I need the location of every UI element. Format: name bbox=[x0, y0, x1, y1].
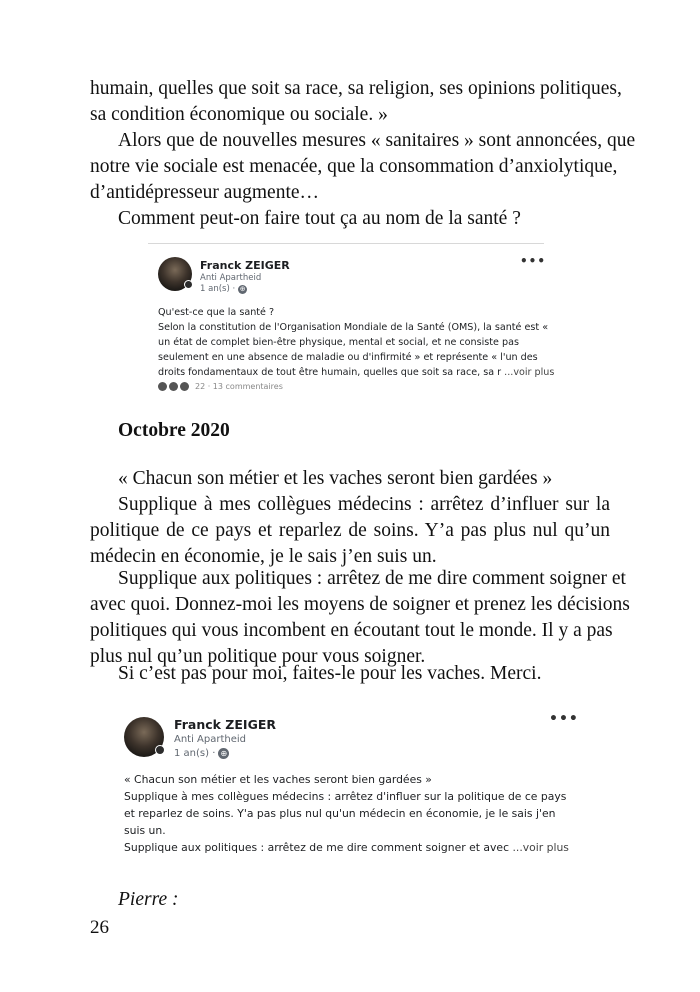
text-line: sa condition économique ou sociale. » bbox=[90, 104, 388, 125]
status-dot bbox=[184, 280, 193, 289]
post-group: Anti Apartheid bbox=[200, 273, 262, 283]
post-line: Supplique à mes collègues médecins : arrêtez d'influer sur la politique de ce pays bbox=[124, 790, 567, 803]
signature-text: Pierre : bbox=[118, 889, 179, 910]
text-line: politique de ce pays et reparlez de soins. Y’a pas plus nul qu’un bbox=[90, 520, 610, 541]
facebook-post-2 bbox=[112, 707, 582, 863]
post-group: Anti Apartheid bbox=[174, 734, 247, 745]
signature bbox=[90, 887, 610, 913]
post-line: un état de complet bien-être physique, mental et social, et ne consiste pas bbox=[158, 337, 519, 348]
avatar bbox=[124, 717, 164, 757]
reaction-icon bbox=[158, 382, 167, 391]
reaction-icon bbox=[180, 382, 189, 391]
post-body bbox=[158, 305, 554, 380]
paragraph-mesures bbox=[90, 128, 636, 206]
post-meta bbox=[174, 748, 229, 759]
reactions-bar bbox=[158, 382, 283, 391]
heading-text: Octobre 2020 bbox=[118, 420, 230, 441]
post-line: « Chacun son métier et les vaches seront bien gardées » bbox=[124, 773, 432, 786]
post-author: Franck ZEIGER bbox=[174, 717, 276, 732]
post-meta bbox=[200, 284, 247, 294]
text-line: Alors que de nouvelles mesures « sanitaires » sont annoncées, que bbox=[118, 130, 636, 151]
post-line: et reparlez de soins. Y'a pas plus nul qu'un médecin en économie, je le sais j'en bbox=[124, 807, 556, 820]
text-line: politiques qui vous incombent en écoutant tout le monde. Il y a pas bbox=[90, 620, 613, 641]
text-line: plus nul qu’un politique pour vous soigner. bbox=[90, 646, 426, 667]
paragraph-quote bbox=[90, 466, 610, 492]
text-line: humain, quelles que soit sa race, sa religion, ses opinions politiques, bbox=[90, 78, 622, 99]
text-line: Comment peut-on faire tout ça au nom de la santé ? bbox=[118, 208, 521, 229]
post-line bbox=[158, 365, 554, 380]
text-line: notre vie sociale est menacée, que la consommation d’anxiolytique, bbox=[90, 156, 618, 177]
text-line: d’antidépresseur augmente… bbox=[90, 182, 320, 203]
text-line: avec quoi. Donnez-moi les moyens de soigner et prenez les décisions bbox=[90, 594, 630, 615]
reaction-icon bbox=[169, 382, 178, 391]
post-line: seulement en une absence de maladie ou d'infirmité » et représente « l'un des bbox=[158, 352, 538, 363]
post-line: Qu'est-ce que la santé ? bbox=[158, 307, 275, 318]
reaction-count: 22 · 13 commentaires bbox=[195, 382, 283, 391]
facebook-post-1 bbox=[148, 243, 555, 393]
page-number: 26 bbox=[90, 917, 109, 938]
post-line: Selon la constitution de l'Organisation Mondiale de la Santé (OMS), la santé est « bbox=[158, 322, 549, 333]
paragraph-medecins bbox=[90, 492, 610, 570]
post-author: Franck ZEIGER bbox=[200, 259, 290, 272]
post-line-text: Supplique aux politiques : arrêtez de me dire comment soigner et avec bbox=[124, 841, 510, 854]
avatar bbox=[158, 257, 192, 291]
paragraph-continuation bbox=[90, 76, 622, 128]
more-options-icon: ••• bbox=[520, 254, 547, 268]
post-line: suis un. bbox=[124, 824, 166, 837]
see-more-link: ...voir plus bbox=[512, 841, 569, 854]
paragraph-politiques bbox=[90, 566, 630, 670]
paragraph-vaches bbox=[90, 661, 610, 687]
text-line: médecin en économie, je le sais j’en suis un. bbox=[90, 546, 437, 567]
text-line: Si c’est pas pour moi, faites-le pour les vaches. Merci. bbox=[118, 663, 542, 684]
post-time: 1 an(s) · bbox=[200, 284, 236, 294]
text-line: Supplique à mes collègues médecins : arrêtez d’influer sur la bbox=[118, 494, 610, 515]
text-line: Supplique aux politiques : arrêtez de me dire comment soigner et bbox=[118, 568, 626, 589]
post-line bbox=[124, 839, 569, 856]
globe-icon: ⊕ bbox=[239, 284, 246, 293]
text-line: « Chacun son métier et les vaches seront bien gardées » bbox=[118, 468, 553, 489]
section-heading bbox=[90, 418, 610, 444]
post-time: 1 an(s) · bbox=[174, 748, 216, 759]
more-options-icon: ••• bbox=[549, 711, 579, 727]
post-line-text: droits fondamentaux de tout être humain, quelles que soit sa race, sa r bbox=[158, 367, 502, 378]
post-body bbox=[124, 771, 569, 856]
status-dot bbox=[155, 745, 165, 755]
see-more-link: ...voir plus bbox=[504, 367, 555, 378]
paragraph-question bbox=[90, 206, 610, 232]
globe-icon: ⊕ bbox=[218, 748, 229, 759]
